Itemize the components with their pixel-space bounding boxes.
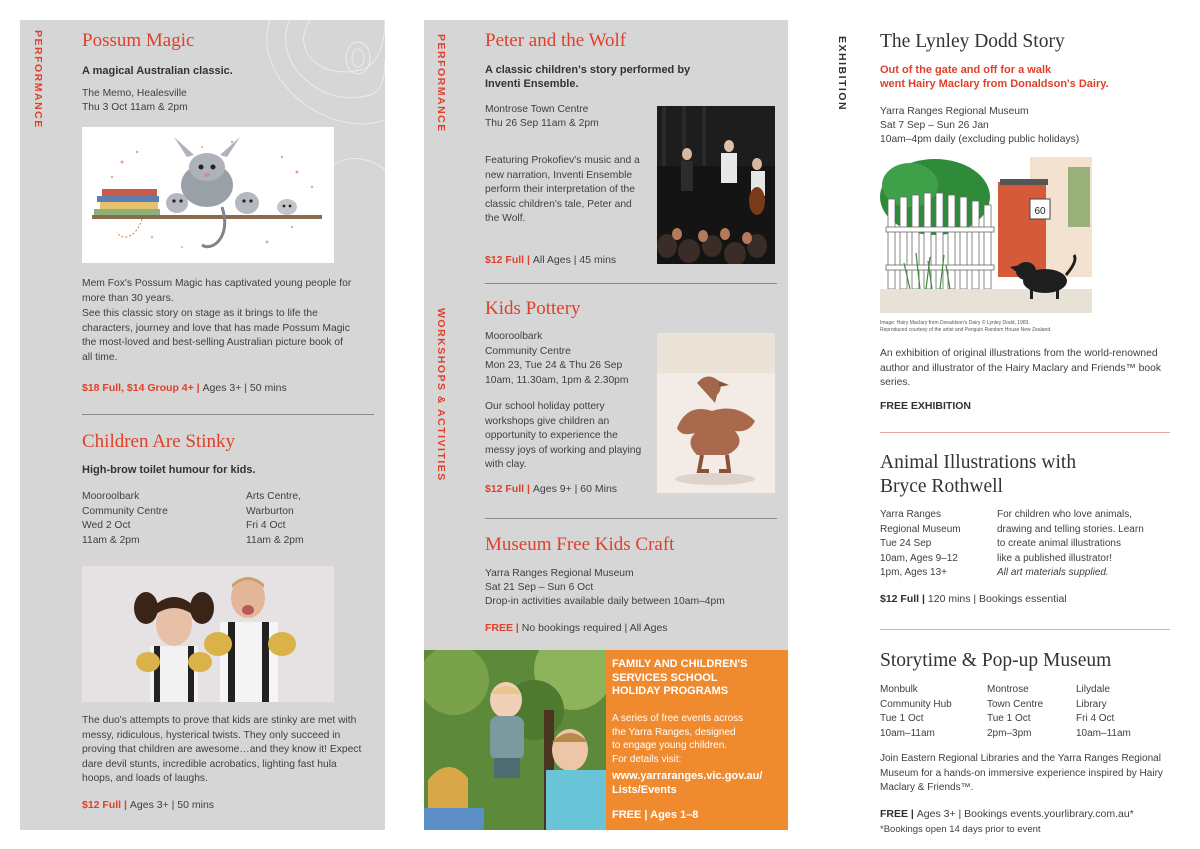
promo-url-link[interactable] [612,770,762,797]
venue-montrose [987,683,1077,741]
section-divider [82,414,374,415]
venue-date: Tue 1 Oct [987,713,1031,724]
event-price: FREE [880,808,909,820]
event-venue: Yarra Ranges Regional Museum [485,568,634,579]
venue-1 [82,490,222,548]
desc-line: like a published illustrator! [997,552,1113,564]
promo-url-line: Lists/Events [612,783,677,796]
desc-line: to create animal illustrations [997,538,1121,549]
event-title-museum-free-kids-craft: Museum Free Kids Craft [485,534,675,555]
event-price-line: $12 Full | Ages 3+ | 50 mins [82,799,215,811]
event-description [997,508,1177,581]
family-promo-photo [424,650,606,830]
event-description: Join Eastern Regional Libraries and the Yarra Ranges Regional Museum for a hands-on immersive experience inspired by Hairy Maclary & Friends™. [880,753,1163,793]
event-subtitle: A magical Australian classic. [82,65,233,77]
promo-heading-line: SERVICES SCHOOL [612,671,718,684]
event-hours: 10am–4pm daily (excluding public holidays) [880,134,1080,145]
section-divider [880,629,1170,630]
hairy-maclary-illustration [880,157,1092,313]
event-date: Sat 21 Sep – Sun 6 Oct [485,582,594,593]
event-title-possum-magic: Possum Magic [82,30,195,51]
event-title-children-are-stinky: Children Are Stinky [82,431,236,452]
promo-text-line: For details visit: [612,753,682,765]
column-performance-workshops [424,20,788,830]
venue-line: Community Centre [485,345,571,357]
venue-line: Lilydale [1076,684,1110,695]
performers-photo [82,566,334,702]
event-price-line: FREE | Ages 3+ | Bookings events.yourlibrary.com.au* [880,808,1134,820]
tagline-line: went Hairy Maclary from Donaldson's Dairy. [880,78,1109,90]
possum-magic-illustration [82,127,334,263]
event-description: Featuring Prokofiev's music and a new narration, Inventi Ensemble perform their interpretation of the classic children's tale, Peter and the Wolf. [485,155,640,224]
promo-text-line: to engage young children. [612,740,728,751]
event-price-line: $12 Full | Ages 9+ | 60 Mins [485,483,618,495]
event-price: $18 Full, $14 Group 4+ [82,382,194,394]
school-holiday-programs-promo [606,650,788,830]
event-date: Tue 24 Sep [880,538,932,549]
event-subtitle: A classic children's story performed by Inventi Ensemble. [485,64,691,90]
event-price: $12 Full [485,483,525,495]
event-meta: Ages 3+ | 50 mins [129,799,215,811]
event-venue-sessions [880,508,995,581]
venue-line: Monbulk [880,684,918,695]
venue-date: Fri 4 Oct [1076,713,1115,724]
event-price: $12 Full [485,254,525,266]
promo-heading [612,658,747,699]
event-venue: The Memo, Healesville [82,88,187,99]
section-tag-performance: PERFORMANCE [435,34,447,133]
gate-number: 60 [1034,206,1046,217]
venue-monbulk [880,683,985,741]
event-meta: Ages 9+ | 60 Mins [532,483,618,495]
venue-2 [246,490,366,548]
event-title-storytime-popup-museum: Storytime & Pop-up Museum [880,650,1112,671]
event-title-lynley-dodd-story: The Lynley Dodd Story [880,31,1065,52]
venue-line: Mooroolbark [82,491,140,502]
event-price: $12 Full [82,799,122,811]
promo-footer: FREE | Ages 1–8 [612,809,699,821]
orchestra-photo [657,106,775,264]
event-price-line: $12 Full | 120 mins | Bookings essential [880,593,1067,605]
clay-sculpture-photo [657,333,775,493]
column-performance-left [20,20,385,830]
event-description: See this classic story on stage as it brings to life the characters, journey and love that has made Possum Magic the most-loved and best-selling Australian picture book of all time. [82,308,350,363]
event-tagline [880,63,1109,91]
event-description: Mem Fox's Possum Magic has captivated young people for more than 30 years. [82,278,352,304]
title-line: Bryce Rothwell [880,476,1003,497]
promo-url-line: www.yarraranges.vic.gov.au/ [612,770,763,782]
venue-time: 10am–11am [1076,727,1131,739]
free-exhibition-label: FREE EXHIBITION [880,400,972,412]
venue-time: 2pm–3pm [987,727,1032,739]
event-venue: Montrose Town Centre [485,104,589,115]
event-venue [485,330,655,388]
event-meta: Ages 3+ | 50 mins [202,382,287,394]
event-price: $12 Full [880,593,920,605]
event-date: Sat 7 Sep – Sun 26 Jan [880,120,989,131]
event-title-animal-illustrations [880,451,1076,499]
event-meta: Ages 3+ | Bookings events.yourlibrary.com.au* [916,808,1134,820]
section-tag-exhibition: EXHIBITION [836,36,848,112]
credit-line: Image: Hairy Maclary from Donaldson's Dairy © Lynley Dodd, 1983. [880,320,1030,326]
venue-date: Fri 4 Oct [246,520,286,531]
section-divider [485,518,777,519]
event-meta: No bookings required | All Ages [521,622,668,634]
venue-line: Regional Museum [880,523,961,535]
tagline-line: Out of the gate and off for a walk [880,64,1052,76]
promo-heading-line: FAMILY AND CHILDREN'S [612,658,748,670]
venue-line: Yarra Ranges [880,509,941,520]
event-dates: Mon 23, Tue 24 & Thu 26 Sep [485,360,623,371]
desc-line: For children who love animals, [997,509,1133,520]
venue-line: Town Centre [987,698,1044,710]
event-times: 10am, 11.30am, 1pm & 2.30pm [485,374,629,386]
event-footnote: *Bookings open 14 days prior to event [880,824,1041,835]
venue-time: 11am & 2pm [82,534,140,546]
title-line: Animal Illustrations with [880,452,1077,473]
event-subtitle: High-brow toilet humour for kids. [82,464,256,476]
desc-line-italic: All art materials supplied. [997,567,1109,578]
promo-text-line: the Yarra Ranges, designed [612,726,736,738]
section-tag-workshops-activities: WORKSHOPS & ACTIVITIES [435,308,447,482]
event-price-line: $18 Full, $14 Group 4+ | Ages 3+ | 50 mins [82,382,287,394]
event-price-line: FREE | No bookings required | All Ages [485,622,668,634]
venue-line: Mooroolbark [485,331,543,342]
event-price-line: $12 Full | All Ages | 45 mins [485,254,617,266]
venue-lilydale [1076,683,1166,741]
promo-text [612,712,743,766]
venue-date: Tue 1 Oct [880,713,924,724]
venue-line: Community Centre [82,505,168,517]
event-title-kids-pottery: Kids Pottery [485,298,581,319]
event-meta: 120 mins | Bookings essential [927,593,1067,605]
event-description: The duo's attempts to prove that kids are stinky are met with messy, ridiculous, hysterical twists. They only succeed in proving that children are awesome…and they know it! Expect dare devil stunts, incredible acrobatics, lighting fast hula hoops, and loads of laughs. [82,715,362,784]
event-description: An exhibition of original illustrations from the world-renowned author and illustrator of the Hairy Maclary and Friends™ book series. [880,348,1162,388]
event-note: Drop-in activities available daily between 10am–4pm [485,596,725,607]
venue-line: Montrose [987,684,1029,695]
event-title-peter-and-the-wolf: Peter and the Wolf [485,30,627,51]
venue-time: 11am & 2pm [246,534,304,546]
event-date: Thu 3 Oct 11am & 2pm [82,102,188,113]
credit-line: Reproduced courtesy of the artist and Penguin Random House New Zealand. [880,326,1052,333]
venue-line: Arts Centre, [246,491,301,502]
event-meta: All Ages | 45 mins [532,254,617,266]
venue-time: 10am–11am [880,727,935,739]
venue-line: Community Hub [880,698,952,710]
section-divider [880,432,1170,433]
event-description: Our school holiday pottery workshops give children an opportunity to experience the messy joys of working and playing with clay. [485,401,642,470]
event-price: FREE [485,622,514,634]
venue-date: Wed 2 Oct [82,520,131,531]
venue-line: Warburton [246,505,294,517]
event-session: 10am, Ages 9–12 [880,552,958,564]
event-venue: Yarra Ranges Regional Museum [880,106,1029,117]
promo-heading-line: HOLIDAY PROGRAMS [612,685,729,697]
event-date: Thu 26 Sep 11am & 2pm [485,118,599,129]
event-session: 1pm, Ages 13+ [880,567,947,578]
venue-line: Library [1076,698,1107,710]
section-tag-performance: PERFORMANCE [32,30,44,129]
promo-text-line: A series of free events across [612,713,744,724]
section-divider [485,283,777,284]
image-credit [880,320,1140,333]
desc-line: drawing and telling stories. Learn [997,523,1144,535]
